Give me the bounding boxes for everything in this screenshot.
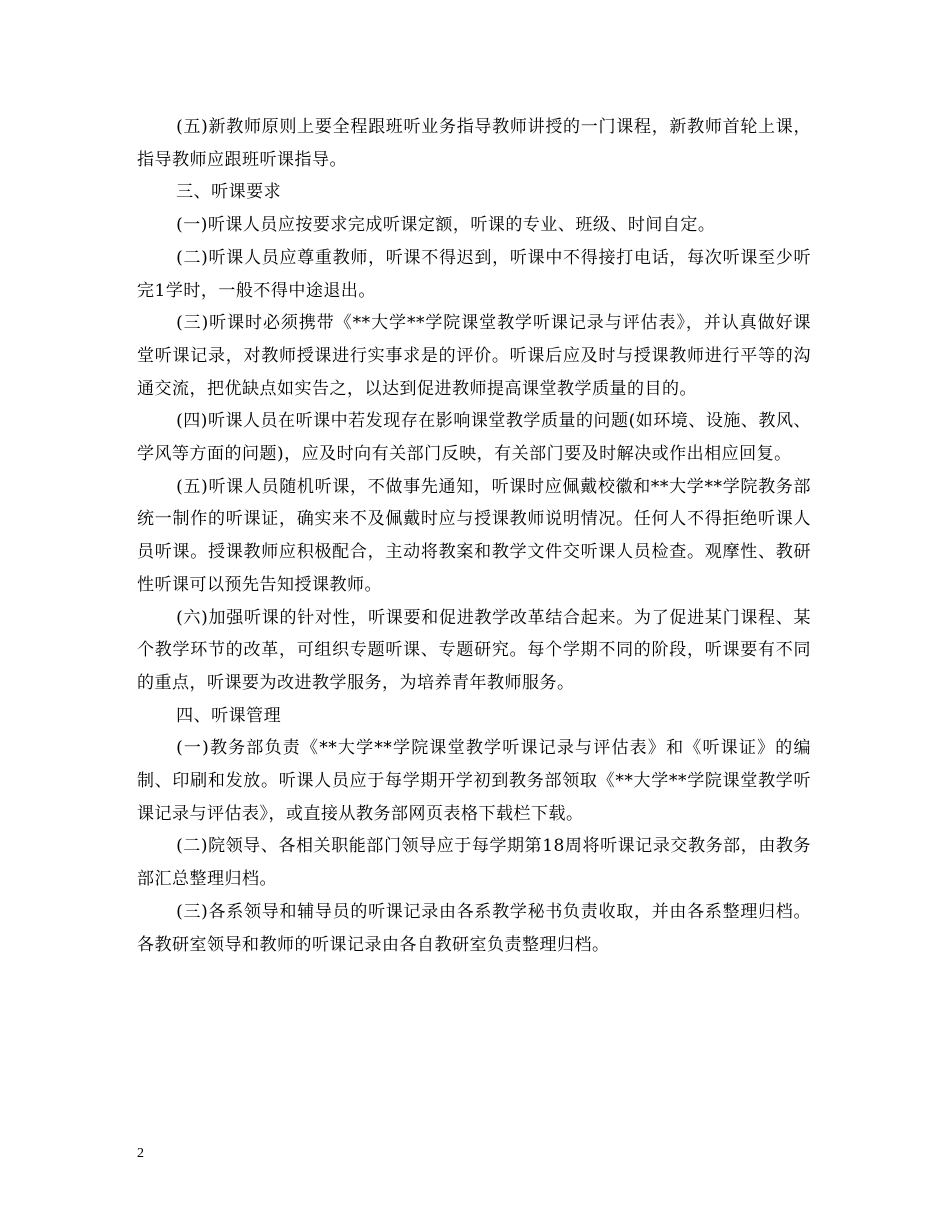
paragraph: (三)各系领导和辅导员的听课记录由各系教学秘书负责收取，并由各系整理归档。各教研室领导和教师的听课记录由各自教研室负责整理归档。 <box>137 901 811 955</box>
paragraph: (五)听课人员随机听课，不做事先通知，听课时应佩戴校徽和**大学**学院教务部统一制作的听课证，确实来不及佩戴时应与授课教师说明情况。任何人不得拒绝听课人员听课。授课教师应积极配合，主动将教案和教学文件交听课人员检查。观摩性、教研性听课可以预先告知授课教师。 <box>137 476 811 595</box>
paragraph: (六)加强听课的针对性，听课要和促进教学改革结合起来。为了促进某门课程、某个教学环节的改革，可组织专题听课、专题研究。每个学期不同的阶段，听课要有不同的重点，听课要为改进教学服务，为培养青年教师服务。 <box>137 607 811 693</box>
paragraph: (三)听课时必须携带《**大学**学院课堂教学听课记录与评估表》，并认真做好课堂听课记录，对教师授课进行实事求是的评价。听课后应及时与授课教师进行平等的沟通交流，把优缺点如实告之，以达到促进教师提高课堂教学质量的目的。 <box>137 313 811 399</box>
page-number: 2 <box>137 1146 144 1161</box>
paragraph: (五)新教师原则上要全程跟班听业务指导教师讲授的一门课程，新教师首轮上课，指导教师应跟班听课指导。 <box>137 117 811 170</box>
section-heading: 四、听课管理 <box>176 705 282 726</box>
paragraph: (一)听课人员应按要求完成听课定额，听课的专业、班级、时间自定。 <box>176 215 716 236</box>
paragraph: (四)听课人员在听课中若发现存在影响课堂教学质量的问题(如环境、设施、教风、学风等方面的问题)，应及时向有关部门反映，有关部门要及时解决或作出相应回复。 <box>137 411 811 465</box>
paragraph: (二)听课人员应尊重教师，听课不得迟到，听课中不得接打电话，每次听课至少听完1学时，一般不得中途退出。 <box>137 247 811 301</box>
paragraph: (二)院领导、各相关职能部门领导应于每学期第18周将听课记录交教务部，由教务部汇总整理归档。 <box>137 836 811 890</box>
document-body <box>137 111 811 961</box>
section-heading: 三、听课要求 <box>176 182 282 203</box>
paragraph: (一)教务部负责《**大学**学院课堂教学听课记录与评估表》和《听课证》的编制、印刷和发放。听课人员应于每学期开学初到教务部领取《**大学**学院课堂教学听课记录与评估表》，或直接从教务部网页表格下载栏下载。 <box>137 738 811 824</box>
